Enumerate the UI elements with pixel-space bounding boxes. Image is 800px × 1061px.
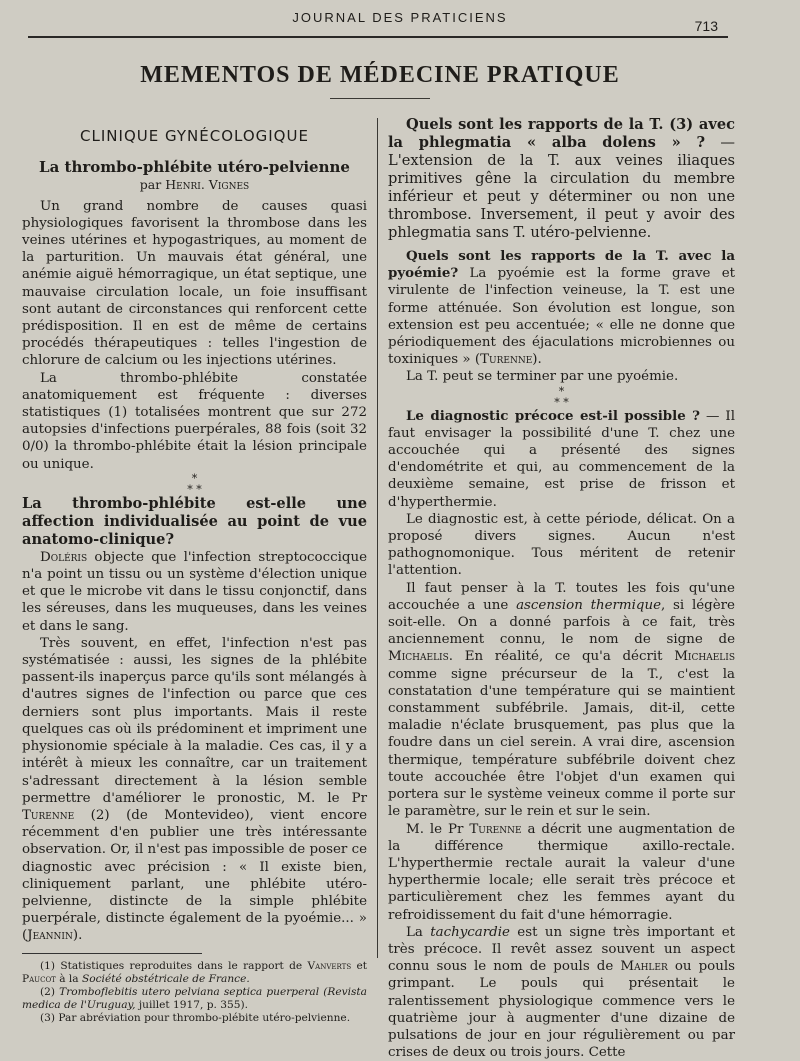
paragraph: Quels sont les rapports de la T. avec la pyoémie? La pyoémie est la forme grave et virulente de l'infection veineuse, la T. est une forme atténuée. Son évolution est longue, son extension est peu accentuée; « elle ne donne que périodiquement des éjaculations microbiennes ou toxiniques » (Turenne). bbox=[388, 248, 735, 368]
paragraph: Quels sont les rapports de la T. (3) avec la phlegmatia « alba dolens » ? — L'extension de la T. aux veines iliaques primitives gêne la circulation du membre inférieur et peut y déterminer ou non une thrombose. Inversement, il peut y avoir des phlegmatia sans T. utéro-pelvienne. bbox=[388, 116, 735, 241]
paragraph: M. le Pr Turenne a décrit une augmentation de la différence thermique axillo-rectale. L'hyperthermie rectale aurait la valeur d'une hyperthermie locale; elle serait très précoce et particulièrement chez les femmes ayant du refroidissement du fait d'une hémorragie. bbox=[388, 821, 736, 923]
left-column bbox=[22, 128, 367, 1025]
paragraph: La tachycardie est un signe très important et très précoce. Il revêt assez souvent un aspect connu sous le nom de pouls de Mahler ou pouls grimpant. Le pouls qui présentait le ralentissement physiologique commence vers le quatrième jour à augmenter d'une dizaine de pulsations de jour en jour régulièrement ou par crises de deux ou trois jours. Cette bbox=[388, 924, 735, 1061]
paragraph: Il faut penser à la T. toutes les fois qu'une accouchée a une ascension thermique, si légère soit-elle. On a donné parfois à ce fait, très anciennement connu, le nom de signe de Michaelis. En réalité, ce qu'a décrit Michaelis comme signe précurseur de la T., c'est la constatation d'une température qui se maintient constamment subfébrile. Jamais, dit-il, cette maladie n'éclate brusquement, pas plus que la foudre dans un ciel serein. A vrai dire, ascension thermique, température subfébrile doivent chez toute accouchée être l'objet d'un examen qui portera sur le système veineux comme il porte sur le paramètre, sur le rein et sur le sein. bbox=[388, 580, 735, 820]
byline bbox=[22, 176, 367, 193]
paragraph: Doléris objecte que l'infection streptococcique n'a point un tissu ou un système d'élection unique et que le microbe vit dans le tissu conjonctif, dans les séreuses, dans les muqueuses, dans les veines et dans le sang. bbox=[22, 549, 367, 634]
footnote: (2) Tromboflebitis utero pelviana septica puerperal (Revista medica de l'Uruguay, juillet 1917, p. 355). bbox=[22, 985, 367, 1011]
footnote-rule bbox=[22, 953, 202, 954]
page-number: 713 bbox=[694, 18, 718, 34]
subheading: La thrombo-phlébite est-elle une affection individualisée au point de vue anatomo-clinique? bbox=[22, 494, 367, 548]
right-column bbox=[388, 116, 735, 1061]
asterism: * * * bbox=[554, 384, 569, 409]
header-rule bbox=[28, 36, 728, 38]
paragraph: Un grand nombre de causes quasi physiologiques favorisent la thrombose dans les veines utérines et hypogastriques, au moment de la parturition. Un mauvais état général, une anémie aiguë hémorragique, un état septique, une mauvaise circulation locale, un foie insuffisant sont autant de circonstances qui renforcent cette prédisposition. Il en est de même de certains procédés thérapeutiques : telles l'ingestion de chlorure de calcium ou les injections utérines. bbox=[22, 198, 367, 369]
running-head: JOURNAL DES PRATICIENS bbox=[292, 10, 508, 25]
title-rule bbox=[330, 98, 430, 99]
byline-prefix: par bbox=[139, 177, 166, 193]
paragraph: La thrombo-phlébite constatée anatomiquement est fréquente : diverses statistiques (1) totalisées montrent que sur 272 autopsies d'infections puerpérales, 88 fois (soit 32 0/0) la thrombo-phlébite était la lésion principale ou unique. bbox=[22, 370, 367, 472]
page-title: MEMENTOS DE MÉDECINE PRATIQUE bbox=[140, 62, 620, 88]
column-rule bbox=[377, 118, 378, 958]
paragraph: Le diagnostic précoce est-il possible ? — Il faut envisager la possibilité d'une T. chez une accouchée qui a présenté des signes d'endométrite et qui, au commencement de la deuxième semaine, est prise de frisson et d'hyperthermie. bbox=[388, 407, 735, 510]
section-heading: CLINIQUE GYNÉCOLOGIQUE bbox=[80, 127, 309, 145]
article-title: La thrombo-phlébite utéro-pelvienne bbox=[39, 158, 350, 177]
author: Henri. Vignes bbox=[165, 177, 250, 193]
footnote: (1) Statistiques reproduites dans le rapport de Vanverts et Paucot à la Société obstétricale de France. bbox=[22, 959, 367, 985]
paragraph: La T. peut se terminer par une pyoémie. bbox=[406, 369, 679, 385]
asterism: * * * bbox=[187, 471, 202, 496]
paragraph: Très souvent, en effet, l'infection n'est pas systématisée : aussi, les signes de la phlébite passent-ils inaperçus parce qu'ils sont mélangés à d'autres signes de l'infection ou parce que ces derniers sont plus importants. Mais il reste quelques cas où ils prédominent et impriment une physionomie spéciale à la maladie. Ces cas, il y a intérêt à mieux les connaître, car un traitement s'adressant directement à la lésion semble permettre d'améliorer le pronostic, M. le Pr Turenne (2) (de Montevideo), vient encore récemment d'en publier une très intéressante observation. Or, il n'est pas impossible de poser ce diagnostic avec précision : « Il existe bien, cliniquement parlant, une phlébite utéro-pelvienne, distincte de la simple phlébite puerpérale, distincte également de la pyoémie... » (Jeannin). bbox=[22, 635, 367, 944]
footnote: (3) Par abréviation pour thrombo-plébite utéro-pelvienne. bbox=[40, 1011, 351, 1024]
paragraph: Le diagnostic est, à cette période, délicat. On a proposé divers signes. Aucun n'est pathognomonique. Tous méritent de retenir l'attention. bbox=[388, 511, 735, 579]
